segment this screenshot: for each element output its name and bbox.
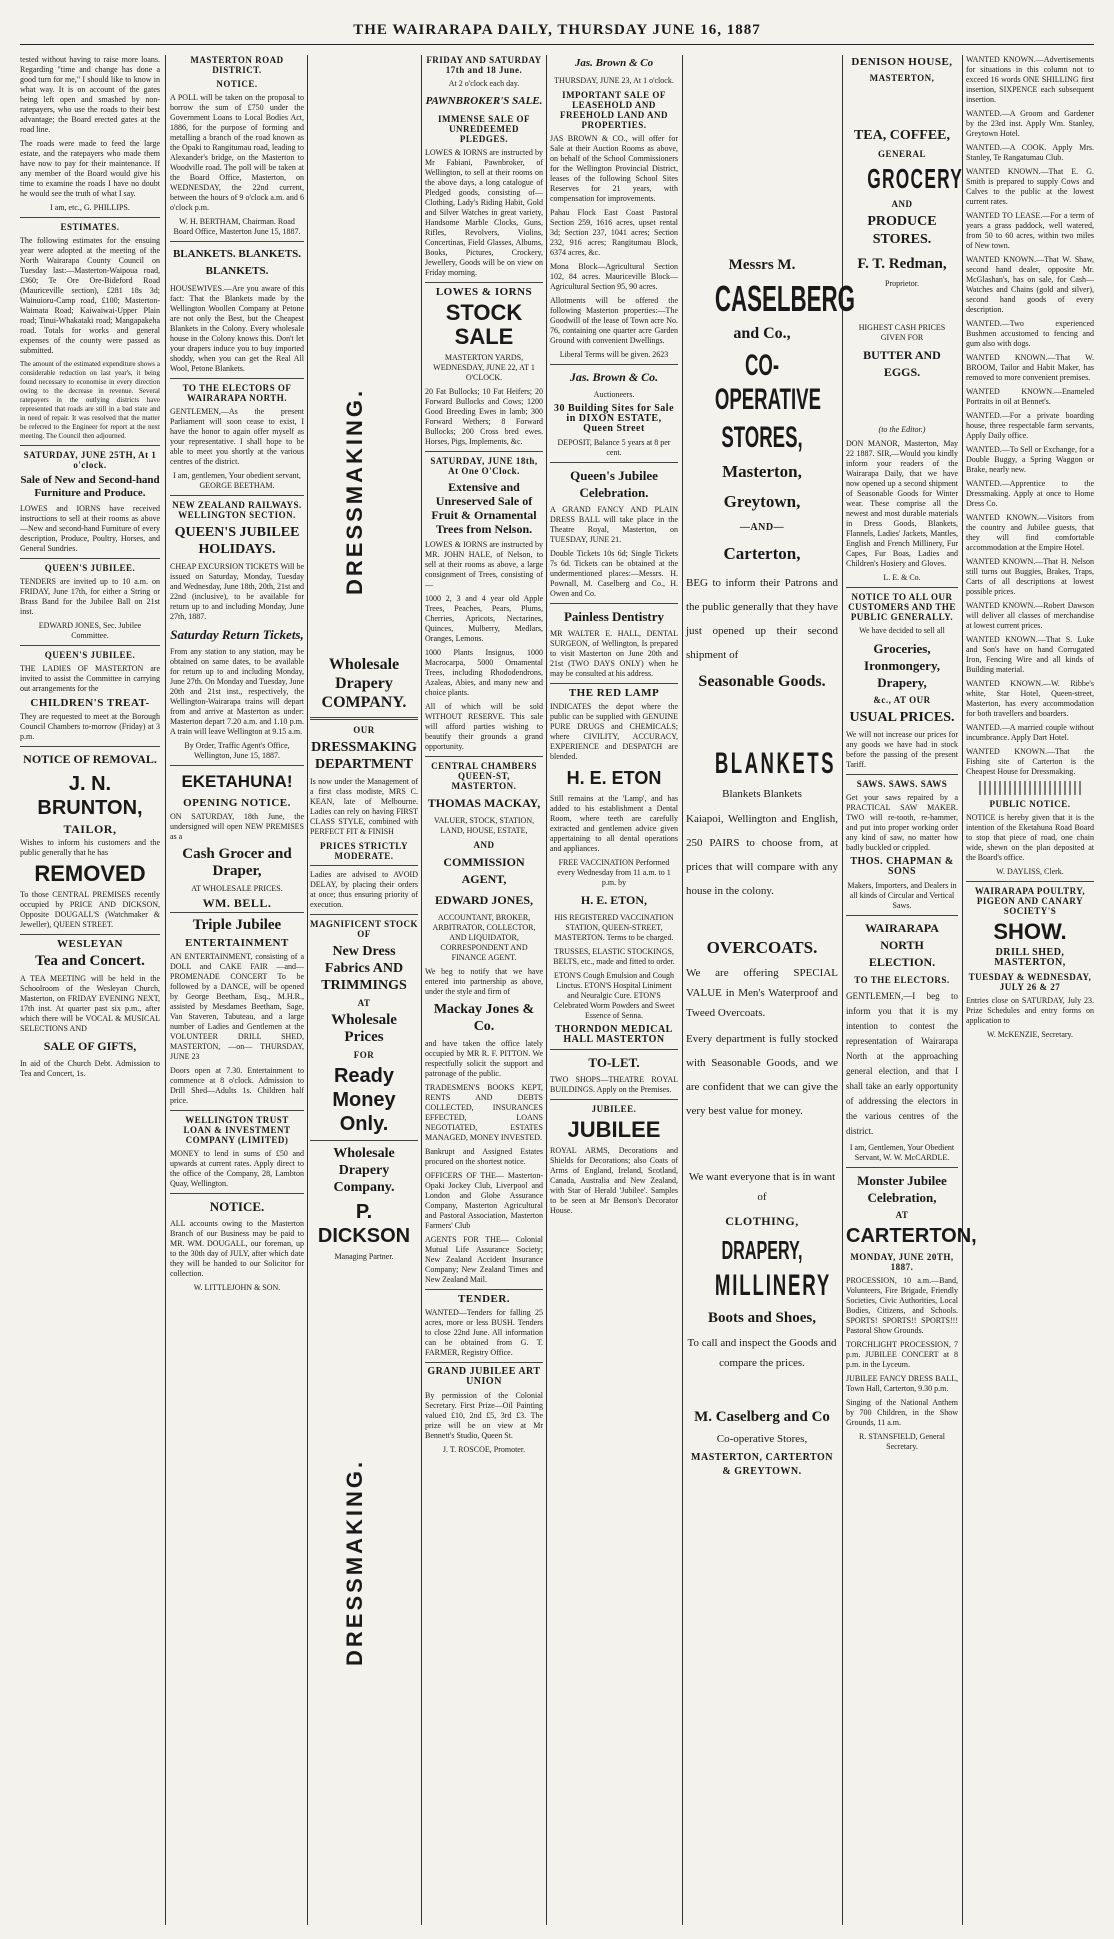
sale-text: LOWES and IORNS have received instructions to sell at their rooms as above—New and second-hand Furniture of every description, Produce, Poultry, Horses, and General Sundries. [20, 504, 160, 553]
ad-text: Allotments will be offered the following Masterton properties:—The Goodwill of the lease of Town acre No. 76, containing one quarter acre Garden Ground with convenient Dwellings. [550, 296, 678, 345]
ad-text: JUBILEE FANCY DRESS BALL, Town Hall, Carterton, 9.30 p.m. [846, 1374, 958, 1393]
ad-text: ON SATURDAY, 18th June, the undersigned will open NEW PREMISES as a [170, 812, 304, 841]
ad-text: DEPOSIT, Balance 5 years at 8 per cent. [557, 438, 671, 457]
ad-title: CO-OPERATIVE [714, 349, 821, 416]
ad-text: A TEA MEETING will be held in the Schoolroom of the Wesleyan Church, Masterton, on FRIDAY EVENING NEXT, 17th inst. At quarter past six p.m., after which there will be VOCAL & MUSICAL SELECTIONS AND [20, 974, 160, 1033]
column-3 [310, 55, 418, 1925]
ad-text: 20 Fat Bullocks; 10 Fat Heifers; 20 Forward Bullocks and Cows; 1200 Good Breeding Ewes in lamb; 300 Forward Wethers; 8 Forward Bullocks; 200 Cross bred ewes. Horses, Pigs, Implements, &c. [425, 387, 543, 446]
ad-title: Extensive and Unreserved Sale of Fruit & Ornamental Trees from Nelson. [431, 480, 537, 536]
classified-item: WANTED.—A Groom and Gardener by the 23rd inst. Apply Wm. Stanley, Greytown Hotel. [966, 109, 1094, 138]
ad-title: PRODUCE STORES. [867, 214, 937, 247]
ad-title: BLANKETS. BLANKETS. BLANKETS. [172, 248, 302, 277]
classified-item: WANTED KNOWN.—That W. BROOM, Tailor and Habit Maker, has removed to more convenient premises. [966, 353, 1094, 382]
ad-text: Doors open at 7.30. Entertainment to commence at 8 o'clock. Admission to Drill Shed—Adults 1s. Children half price. [170, 1066, 304, 1105]
ad-title: Tea and Concert. [35, 953, 145, 969]
ad-title: NOTICE. [209, 1199, 265, 1214]
ad-text: TENDERS are invited up to 10 a.m. on FRIDAY, June 17th, for either a String or Brass Band for the Jubilee Ball on 21st inst. [20, 577, 160, 616]
column-rule [682, 55, 683, 1925]
ad-title: CASELBERG [714, 278, 856, 319]
ad-text: ROYAL ARMS, Decorations and Shields for Decorations; also Coats of Arms of England, Ireland, Scotland, Canada, Australia and New Zealand, with Star of Herald 'Jubilee'. Samples to be seen at Mr Benson's Decorator House. [550, 1146, 678, 1215]
ad-heading: IMMENSE SALE OF UNREDEEMED PLEDGES. [437, 114, 530, 144]
ad-heading: CLOTHING, [725, 1214, 799, 1228]
classified-item: WANTED.—A COOK. Apply Mrs. Stanley, Te Rangatumau Club. [966, 143, 1094, 162]
spacer [686, 55, 838, 255]
ad-text: AT WHOLESALE PRICES. [191, 884, 283, 893]
spacer [686, 1377, 838, 1407]
classified-item: WANTED KNOWN.—Visitors from the country and Jubilee guests, that they will find comfortable accommodation at the Empire Hotel. [966, 513, 1094, 552]
ad-heading: NOTICE OF REMOVAL. [23, 752, 157, 766]
ad-heading: SATURDAY, JUNE 18th, At One O'Clock. [430, 456, 538, 476]
ad-title: JUBILEE [567, 1117, 661, 1142]
ad-title: BUTTER AND EGGS. [863, 348, 941, 379]
ad-text: Ladies are advised to AVOID DELAY, by placing their orders at once; thus ensuring priority of execution. [310, 870, 418, 909]
ad-heading: &c., AT OUR [873, 695, 931, 705]
ad-text: TRUSSES, ELASTIC STOCKINGS, BELTS, etc., made and fitted to order. [553, 947, 675, 966]
ad-title: TO-LET. [588, 1055, 640, 1070]
ad-text: Kaiapoi, Wellington and English, 250 PAIRS to choose from, at prices that will compare with any house in the colony. [686, 813, 838, 897]
ad-title: Wholesale Prices [331, 1012, 397, 1045]
ad-text: VALUER, STOCK, STATION, LAND, HOUSE, ESTATE, [433, 816, 535, 835]
ad-text: ALL accounts owing to the Masterton Branch of our Business may be paid to MR. WM. DOUGALL, our foreman, up to the 30th day of JULY, after which date they will be handed to our Solicitor for collection. [170, 1219, 304, 1278]
ad-heading: GRAND JUBILEE ART UNION [427, 1366, 541, 1387]
ad-signature: I am, gentlemen, Your obedient servant, GEORGE BEETHAM. [173, 471, 301, 490]
spacer [686, 1127, 838, 1167]
ad-heading: MASTERTON, CARTERTON & GREYTOWN. [691, 1452, 833, 1477]
ad-title: Queen's Jubilee Celebration. [570, 468, 658, 500]
ad-title: Carterton, [723, 544, 801, 563]
ad-title: USUAL PRICES. [849, 710, 955, 725]
spacer [846, 293, 958, 323]
ad-heading: MAGNIFICENT STOCK OF [310, 919, 418, 939]
ad-title: H. E. ETON, [580, 893, 648, 907]
ad-heading: CENTRAL CHAMBERS QUEEN-ST, MASTERTON. [431, 761, 537, 791]
vertical-banner [310, 1266, 418, 1686]
ad-signature: By Order, Traffic Agent's Office, Wellington, June 15, 1887. [184, 741, 290, 760]
ad-text: MASTERTON YARDS, WEDNESDAY, JUNE 22, AT 1 O'CLOCK. [433, 353, 535, 382]
ad-text: GENTLEMEN,—As the present Parliament will soon cease to exist, I have the honor to again offer myself as your representative. I shall hope to be able to meet you shortly at the various centres of the district. [170, 407, 304, 466]
classified-item: WANTED.—For a private boarding house, three respectable farm servants, Apply Daily office. [966, 411, 1094, 440]
ad-signature: WM. BELL. [202, 896, 272, 910]
ad-title: Cash Grocer and Draper, [182, 846, 292, 879]
article-body: The amount of the estimated expenditure shows a considerable reduction on last year's, it being found necessary to economise in every direction owing to the decrease in revenue. Several ratepayers in the outlying districts have represented that roads are still in a bad state and in need of repair. It was resolved that the matter be referred to the Engineer for report at the next meeting. The Council then adjourned. [20, 360, 160, 440]
ad-title: MILLINERY [714, 1269, 832, 1302]
ad-text: Pahau Flock East Coast Pastoral Section 259, 1616 acres, upset rental 3d; Section 237, 1041 acres; Section 232, 916 acres; Rangitumau Block, 6374 acres, &c. [550, 208, 678, 257]
classified-item: WANTED KNOWN.—W. Ribbe's white, Star Hotel, Queen-street, Masterton, has every accommodation for both travellers and boarders. [966, 679, 1094, 718]
ad-title: PAWNBROKER'S SALE. [425, 95, 543, 107]
ad-text: 1000 2, 3 and 4 year old Apple Trees, Peaches, Pears, Plums, Cherries, Apricots, Nectarines, Quinces, Mulberry, Medlars, Oranges, Lemons. [425, 594, 543, 643]
ad-text: Co-operative Stores, [716, 1433, 808, 1445]
wanted-list [966, 55, 1094, 777]
column-rule [546, 55, 547, 1925]
ad-heading: NEW ZEALAND RAILWAYS. WELLINGTON SECTION. [172, 500, 302, 520]
ad-text: AGENTS FOR THE— Colonial Mutual Life Assurance Society; New Zealand Accident Insurance Company; New Zealand Times and New Zealand Mail. [425, 1235, 543, 1284]
ad-heading: JUBILEE. [591, 1104, 637, 1114]
ad-signature: J. T. ROSCOE, Promoter. [442, 1445, 526, 1454]
ad-text: We beg to notify that we have entered into partnership as above, under the style and firm of [425, 967, 543, 996]
ad-heading: MASTERTON, [869, 73, 935, 83]
ad-text: They are requested to meet at the Borough Council Chambers to-morrow (Friday) at 3 p.m. [20, 712, 160, 741]
column-6 [686, 55, 856, 1925]
classified-item: WANTED TO LEASE.—For a term of years a grass paddock, well watered, from 50 to 60 acres, within two miles of New town. [966, 211, 1094, 250]
ad-text: PROCESSION, 10 a.m.—Band, Volunteers, Fire Brigade, Friendly Societies, Civic Authorities, Local Bodies, Citizens, and Schools. SPORTS! SPORTS!! SPORTS!!! Pastoral Show Grounds. [846, 1276, 958, 1335]
ad-text: Singing of the National Anthem by 700 Children, in the Show Grounds, 11 a.m. [846, 1398, 958, 1427]
ad-text: MONEY to lend in sums of £50 and upwards at current rates. Apply direct to the office of the Company, 28, Lambton Quay, Wellington. [170, 1149, 304, 1188]
column-4 [425, 55, 543, 1925]
column-rule [421, 55, 422, 1925]
spacer [686, 907, 838, 937]
ad-heading: OPENING NOTICE. [183, 797, 291, 809]
ad-title: QUEEN'S JUBILEE HOLIDAYS. [174, 525, 300, 557]
ad-text: LOWES & IORNS are instructed by Mr Fabiani, Pawnbroker, of Wellington, to sell at their rooms on the above days, a long catalogue of Pledged goods, consisting of—Clothing, Lady's Riding Habit, Gold and Silver Watches in great variety, Handsome Marble Clocks, Guns, Rifles, Revolvers, Violins, Concertinas, Field Glasses, Albums, Books, Pictures, Crockery, Jewellery, Goods will be on view on Friday morning. [425, 148, 543, 277]
ad-title: J. N. BRUNTON, [37, 773, 143, 819]
sale-title: Sale of New and Second-hand Furniture and Produce. [20, 474, 160, 499]
vertical-heading: DRESSMAKING. [342, 1458, 367, 1666]
ad-text: TWO SHOPS—THEATRE ROYAL BUILDINGS. Apply on the Premises. [550, 1075, 678, 1094]
ad-heading: TUESDAY & WEDNESDAY, JULY 26 & 27 [968, 972, 1092, 992]
ad-text: 1000 Plants Insignus, 1000 Macrocarpa, 5000 Ornamental Trees, including Rhododendrons, Azaleas, Abies, and many new and choice plants. [425, 648, 543, 697]
ad-heading: AT [895, 1210, 909, 1220]
vertical-heading: DRESSMAKING. [342, 387, 367, 595]
ad-signature: W. LITTLEJOHN & SON. [193, 1283, 281, 1292]
classified-item: WANTED KNOWN.—Robert Dawson will deliver all classes of merchandise at lowest current prices. [966, 601, 1094, 630]
letter-signoff: L. E. & Co. [883, 573, 921, 582]
ad-title: New Dress Fabrics AND TRIMMINGS [321, 944, 407, 993]
classified-item: WANTED KNOWN.—That S. Luke and Son's have on hand Corrugated Iron, Fencing Wire and all kinds of Building material. [966, 635, 1094, 674]
ad-signature: I am, Gentlemen, Your Obedient Servant, W. W. McCARDLE. [849, 1143, 955, 1162]
ad-heading: TO THE ELECTORS OF WAIRARAPA NORTH. [182, 383, 292, 403]
ad-text: GENTLEMEN,—I beg to inform you that it is my intention to contest the representation of Wairarapa North at the approaching general election, and that I shall take an early opportunity of addressing the electors in the various centres of the district. [846, 991, 958, 1136]
ad-text: Mona Block—Agricultural Section 102, 84 acres. Mauriceville Block—Agricultural Section 95, 90 acres. [550, 262, 678, 291]
ad-heading: TO THE ELECTORS. [854, 975, 950, 985]
ad-title: COMMISSION AGENT, [443, 855, 525, 886]
ad-title: DRAPERY, [721, 1235, 803, 1265]
ad-title: Painless Dentistry [563, 609, 665, 624]
ad-text: Auctioneers. [593, 390, 635, 399]
ad-heading: MONDAY, JUNE 20TH, 1887. [850, 1252, 954, 1272]
ad-text: LOWES & IORNS are instructed by MR. JOHN HALE, of Nelson, to sell at their rooms as above, a large consignment of Trees, consisting of— [425, 540, 543, 589]
ad-text: HIS REGISTERED VACCINATION STATION, QUEEN-STREET, MASTERTON. Terms to be charged. [554, 913, 674, 942]
ad-heading: GENERAL [877, 149, 926, 159]
column-8 [966, 55, 1094, 1925]
ad-heading: NOTICE TO ALL OUR CUSTOMERS AND THE PUBLIC GENERALLY. [848, 592, 956, 622]
ad-title: EDWARD JONES, [434, 893, 533, 907]
ad-heading: IMPORTANT SALE OF LEASEHOLD AND FREEHOLD LAND AND PROPERTIES. [559, 90, 668, 130]
ad-title: DRESSMAKING DEPARTMENT [311, 740, 417, 772]
ad-subtitle: TAILOR, [63, 822, 117, 836]
ad-title: Masterton, [722, 462, 802, 481]
column-rule [962, 55, 963, 1925]
ad-heading: FOR [353, 1050, 375, 1060]
ad-text: Managing Partner. [334, 1252, 394, 1261]
ad-text: To call and inspect the Goods and compare the prices. [687, 1337, 837, 1369]
ad-text: Is now under the Management of a first class modiste, MRS C. KEAN, late of Melbourne. Ladies can rely on having FIRST CLASS STYLE, combined with PERFECT FIT & FINISH [310, 777, 418, 836]
ad-text: All of which will be sold WITHOUT RESERVE. This sale will afford parties wishing to beautify their grounds a grand opportunity. [425, 702, 543, 751]
ad-text: Liberal Terms will be given. 2623 [559, 350, 669, 359]
classified-item: WANTED KNOWN.—That W. Shaw, second hand dealer, opposite Mr. McGlashan's, has on sale, for Cash—Watches and Chains (gold and silver), second hand goods of every description. [966, 255, 1094, 314]
ad-heading: PRICES STRICTLY MODERATE. [320, 841, 408, 861]
ad-title: STORES, [721, 421, 803, 454]
ad-title: P. DICKSON [317, 1201, 411, 1247]
ad-heading: FRIDAY AND SATURDAY 17th and 18 June. [426, 55, 542, 75]
ad-title: Seasonable Goods. [698, 673, 826, 690]
ad-heading: PUBLIC NOTICE. [989, 799, 1071, 809]
ad-title: Greytown, [723, 492, 801, 511]
ad-heading: LOWES & IORNS [435, 286, 533, 298]
ad-heading: AND [473, 840, 495, 850]
ad-title: TEA, COFFEE, [853, 128, 951, 143]
ad-title: Ready Money Only. [332, 1065, 396, 1135]
letter-signoff: I am, etc., G. PHILLIPS. [50, 203, 130, 212]
ad-heading: TENDER. [457, 1293, 511, 1305]
classified-item: WANTED.—A married couple without incumbrance. Apply Dart Hotel. [966, 723, 1094, 742]
ad-text: In aid of the Church Debt. Admission to Tea and Concert, 1s. [20, 1059, 160, 1078]
classified-item: WANTED KNOWN.—Advertisements for situations in this column not to exceed 16 words ONE SHILLING first insertion, SIXPENCE each subsequent insertion. [966, 55, 1094, 104]
column-7 [846, 55, 977, 1925]
ad-signature: W. H. BERTHAM, Chairman. Road Board Office, Masterton June 15, 1887. [173, 217, 301, 236]
ad-text: WANTED—Tenders for falling 25 acres, more or less BUSH. Tenders to close 22nd June. All information can be obtained from G. T. FARMER, Registry Office. [425, 1308, 543, 1357]
ad-text: Double Tickets 10s 6d; Single Tickets 7s 6d. Tickets can be obtained at the undermentioned places:—Messrs. H. Pownall, M. Caselberg and Co., H. Owen and Co. [550, 549, 678, 598]
ad-heading: THE RED LAMP [568, 687, 660, 699]
ad-title: and Co., [733, 325, 791, 342]
article-body: The following estimates for the ensuing year were adopted at the meeting of the North Wairarapa County Council on Tuesday last:—Masterton-Waipoua road, £360; Te Ore Ore-Bideford Road (Mauriceville section), £281 18s 3d; Wainuioru-Camp road, £100; Masterton-Waimata Road; Kaiwaiwai-Upper Plain road; Tinui-Whakataki road; Mangapakeha road. Totals for works and general expenses of the county were passed as submitted. [20, 236, 160, 355]
ad-title: EKETAHUNA! [181, 772, 293, 791]
ad-text: To those CENTRAL PREMISES recently occupied by PRICE AND DICKSON, Opposite DOUGALL'S (Watchmaker & Jeweller), QUEEN STREET. [20, 890, 160, 929]
ad-text: CHEAP EXCURSION TICKETS Will be issued on Saturday, Monday, Tuesday and Wednesday, June 18th, 20th, 21st and 22nd (inclusive), to be available for return up to and including Monday, June 27th, 1887. [170, 562, 304, 621]
ad-title: GROCERY [867, 163, 964, 194]
ad-heading: —AND— [739, 522, 785, 533]
ad-title: Monster Jubilee Celebration, [857, 1173, 947, 1205]
ad-text: INDICATES the depot where the public can be supplied with GENUINE PURE DRUGS and CHEMICALS; where CIVILITY, ACCURACY, EXPERIENCE and DESPATCH are blended. [550, 702, 678, 761]
ornament [979, 781, 1081, 795]
ad-text: Proprietor. [885, 279, 919, 288]
column-rule [307, 55, 308, 1925]
ad-text: and have taken the office lately occupied by MR R. F. PITTON. We respectfully solicit the support and patronage of the public. [425, 1039, 543, 1078]
ad-title: Boots and Shoes, [708, 1310, 816, 1326]
section-heading: ESTIMATES. [60, 222, 120, 232]
ad-heading: NOTICE. [216, 79, 258, 89]
ad-text: Entries close on SATURDAY, July 23. Prize Schedules and entry forms on application to [966, 996, 1094, 1025]
ad-title: SHOW. [993, 919, 1067, 944]
ad-heading: MASTERTON ROAD DISTRICT. [190, 55, 284, 75]
ad-heading: QUEEN'S JUBILEE. [44, 563, 136, 573]
column-5 [550, 55, 678, 1925]
ad-text: We want everyone that is in want of [688, 1171, 836, 1203]
classified-item: WANTED KNOWN.—That H. Nelson still turns out Buggies, Brakes, Traps, Carts of all descriptions at lowest possible prices. [966, 557, 1094, 596]
ad-text: Get your saws repaired by a PRACTICAL SAW MAKER. TWO will re-tooth, re-hammer, and put into proper working order any kind of saw, no matter how badly buckled or crippled. [846, 793, 958, 852]
ad-text: AN ENTERTAINMENT, consisting of a DOLL and CAKE FAIR —and— PROMENADE CONCERT To be followed by a DANCE, will be opened by George Beetham, Esq., M.H.R., assisted by Mesdames Beetham, Sage, Van Staveren, Tabuteau, and a large number of Ladies and Gentlemen at the VOLUNTEER DRILL SHED, MASTERTON, —on— THURSDAY, JUNE 23 [170, 952, 304, 1061]
ad-heading: QUEEN'S JUBILEE. [44, 650, 136, 660]
letter-body: The roads were made to feed the large estate, and the ratepayers who made them have now to pay for their maintenance. If any member of the Board would give his time to examine the roads I have no doubt he would see the truth of what I say. [20, 139, 160, 198]
letter-body: DON MANOR, Masterton, May 22 1887. SIR,—Would you kindly inform your readers of the Wairarapa Daily, that we have now opened up a second shipment of Seasonable Goods for Winter wear. These comprise all the newest and most durable materials in Dress Goods, Blankets, Flannels, Ladies' Jackets, Mantles, English and French Millinery, Fur Capes, Fur Boas, Ladies and Children's Hosiery and Gloves. [846, 439, 958, 568]
ad-title: Wholesale Drapery Company. [333, 1146, 395, 1195]
ad-text: MR WALTER E. HALL, DENTAL SURGEON, of Wellington, Is prepared to visit Masterton on June 20th and 21st (TWO DAYS ONLY) when he may be consulted at his address. [550, 629, 678, 678]
ad-title: Mackay Jones & Co. [433, 1002, 535, 1034]
ad-text: A POLL will be taken on the proposal to borrow the sum of £750 under the Government Loans to Local Bodies Act, 1886, for the purpose of forming and metalling a branch of the road known as the Opaki to Rangitumau road, leading to Alexander's bridge, on the Masterton to Woodville road. The poll will be taken at the Board Office, Masterton, on WEDNESDAY, the 22nd current, between the hours of 9 o'clock a.m. and 6 o'clock p.m. [170, 93, 304, 212]
ad-heading: 30 Building Sites for Sale in DIXON ESTATE, Queen Street [553, 403, 675, 434]
ad-text: Every department is fully stocked with Seasonable Goods, and we are confident that we can give the very best value for money. [686, 1033, 838, 1117]
ad-title: CARTERTON, [846, 1225, 977, 1247]
ad-text: BEG to inform their Patrons and the public generally that they have just opened up their second shipment of [686, 577, 838, 661]
ad-text: JAS BROWN & CO., will offer for Sale at their Auction Rooms as above, on behalf of the School Commissioners for the Wellington Provincial District, leases of the following School Sites Reserves for 21 years, with compensation for improvements. [550, 134, 678, 203]
ad-heading: OUR [353, 725, 375, 735]
masthead-rule [20, 44, 1094, 45]
ad-text: Blankets Blankets [722, 788, 802, 800]
ad-text: HOUSEWIVES.—Are you aware of this fact: That the Blankets made by the Wellington Woollen Company at Petone are not only the Best, but the Cheapest Blankets in the Colony. Every wholesale house in the Colony knows this. Don't let your drapers induce you to buy imported shoddy, when you can get the Real All Wool, Petone Blankets. [170, 284, 304, 373]
ad-text: At 2 o'clock each day. [448, 79, 520, 88]
ad-title: F. T. Redman, [857, 256, 947, 272]
ad-heading: AND [891, 199, 913, 209]
ad-signature: W. McKENZIE, Secretary. [986, 1030, 1074, 1039]
ad-text: TORCHLIGHT PROCESSION, 7 p.m. JUBILEE CONCERT at 8 p.m. in the Lyceum. [846, 1340, 958, 1369]
ad-title: Wholesale Drapery COMPANY. [321, 656, 407, 711]
ad-text: We have decided to sell all [859, 626, 945, 635]
ad-text: TRADESMEN'S BOOKS KEPT, RENTS AND DEBTS COLLECTED, INSURANCES EFFECTED, LOANS NEGOTIATED, ESTATES MANAGED, MONEY INVESTED. [425, 1083, 543, 1142]
vertical-banner [310, 55, 418, 655]
ad-title: M. Caselberg and Co [694, 1409, 830, 1425]
sale-date: SATURDAY, JUNE 25TH, At 1 o'clock. [23, 450, 157, 470]
ad-heading: WELLINGTON TRUST LOAN & INVESTMENT COMPANY (LIMITED) [183, 1115, 291, 1145]
ad-title: THOMAS MACKAY, [427, 796, 541, 810]
ad-heading: ENTERTAINMENT [185, 937, 289, 949]
ad-heading: SAWS. SAWS. SAWS [856, 779, 948, 789]
classified-item: WANTED.—Two experienced Bushmen accustomed to fencing and gum also with dogs. [966, 319, 1094, 348]
ad-text: THURSDAY, JUNE 23, At 1 o'clock. [554, 76, 674, 85]
spacer [846, 87, 958, 127]
spacer [846, 385, 958, 425]
ad-title: WAIRARAPA NORTH ELECTION. [865, 921, 939, 969]
ad-title: BLANKETS [714, 747, 836, 780]
column-rule [165, 55, 166, 1925]
ad-heading: DENISON HOUSE, [851, 56, 953, 68]
ad-text: Still remains at the 'Lamp', and has added to his establishment a Dental Room, where teeth are carefully extracted and gentlemen advice given appertaining to all dental operations and appliances. [550, 794, 678, 853]
letter-body: tested without having to raise more loans. Regarding "time and change has done a good turn for me," I should like to know in what way. It is on account of the gates being left open and smashed by non-ratepayers, who use the roads to their best advantage; the Board erected gates at the road line. [20, 55, 160, 134]
ad-title: Jas. Brown & Co. [569, 370, 659, 384]
ad-heading: DRILL SHED, MASTERTON, [994, 947, 1066, 968]
ad-text: ETON'S Cough Emulsion and Cough Linctus. ETON'S Hospital Liniment and Neuralgic Cure. ETON'S Celebrated Worm Powders and Sweet Essence of Senna. [553, 971, 675, 1020]
ad-title: Saturday Return Tickets, [170, 627, 304, 642]
ad-heading: WAIRARAPA POULTRY, PIGEON AND CANARY SOCIETY'S [974, 886, 1086, 916]
classified-item: WANTED.—Apprentice to the Dressmaking. Apply at once to Home Dress Co. [966, 479, 1094, 508]
ad-text: A GRAND FANCY AND PLAIN DRESS BALL will take place in the Theatre Royal, Masterton, on TUESDAY, JUNE 21. [550, 505, 678, 544]
ad-title: SALE OF GIFTS, [43, 1039, 137, 1053]
classified-item: WANTED.—To Sell or Exchange, for a Double Buggy, a Spring Waggon or Brake, nearly new. [966, 445, 1094, 474]
ad-title: Triple Jubilee [192, 917, 282, 933]
column-2 [170, 55, 304, 1925]
ad-text: From any station to any station, may be obtained on same dates, to be available for return up to and including Monday, June 27th. On Monday and Tuesday, June 20th and 21st inst., respectively, the Wellington-Wairarapa trains will depart from and arrive at Masterton as under: Masterton depart 7.20 a.m. and 1.10 p.m. A train will leave Wellington at 9.15 a.m. [170, 647, 304, 736]
ad-text: FREE VACCINATION Performed every Wednesday from 11 a.m. to 1 p.m. by [557, 858, 671, 887]
classified-item: WANTED KNOWN.—That the Fishing site of Carterton is the Cheapest House for Dressmaking. [966, 747, 1094, 776]
ad-title: REMOVED [34, 861, 146, 886]
column-rule [842, 55, 843, 1925]
ad-heading: THOS. CHAPMAN & SONS [850, 856, 954, 877]
ad-text: ACCOUNTANT, BROKER, ARBITRATOR, COLLECTOR, AND LIQUIDATOR, CORRESPONDENT AND FINANCE AGENT. [432, 913, 536, 962]
ad-text: Bankrupt and Assigned Estates procured on the shortest notice. [425, 1147, 543, 1166]
ad-heading: CHILDREN'S TREAT- [30, 697, 150, 709]
ad-heading: THORNDON MEDICAL HALL MASTERTON [555, 1024, 673, 1045]
ad-heading: AT [357, 998, 371, 1008]
ad-signature: R. STANSFIELD, General Secretary. [858, 1432, 945, 1451]
ad-text: We will not increase our prices for any goods we have had in stock before the passing of the present Tariff. [846, 730, 958, 769]
ad-signature: W. DAYLISS, Clerk. [996, 867, 1064, 876]
ad-text: HIGHEST CASH PRICES GIVEN FOR [858, 323, 946, 342]
ad-title: Groceries, Ironmongery, Drapery, [864, 641, 940, 690]
ad-text: NOTICE is hereby given that it is the intention of the Eketahuna Road Board to stop that piece of road, one chain wide, shewn on the plan deposited at the Board's office. [966, 813, 1094, 862]
classified-item: WANTED KNOWN.—Enameled Portraits in oil at Bennet's. [966, 387, 1094, 406]
classified-item: WANTED KNOWN.—That E. G. Smith is prepared to supply Cows and Calves to the public at the lowest current rates. [966, 167, 1094, 206]
ad-signature: EDWARD JONES, Sec. Jubilee Committee. [38, 621, 142, 640]
ad-title: OVERCOATS. [706, 938, 818, 957]
ad-text: Wishes to inform his customers and the public generally that he has [20, 838, 160, 857]
ad-text: We are offering SPECIAL VALUE in Men's Waterproof and Tweed Overcoats. [686, 967, 838, 1019]
ad-title: Jas. Brown & Co [574, 57, 654, 69]
spacer [686, 697, 838, 747]
ad-title: H. E. ETON [566, 768, 662, 788]
ad-text: Makers, Importers, and Dealers in all kinds of Circular and Vertical Saws. [847, 881, 957, 910]
ad-text: By permission of the Colonial Secretary. First Prize—Oil Painting valued £10, 2nd £5, 3rd £3. The prize will be on view at Mr Bennett's Studio, Queen St. [425, 1391, 543, 1440]
letter-heading: (to the Editor.) [878, 425, 926, 434]
masthead: THE WAIRARAPA DAILY, THURSDAY JUNE 16, 1887 [353, 22, 761, 38]
ad-text: THE LADIES OF MASTERTON are invited to assist the Committee in carrying out arrangements for the [20, 664, 160, 693]
column-1 [20, 55, 160, 1925]
ad-title: Messrs M. [728, 257, 796, 273]
ad-title: STOCK SALE [445, 300, 523, 349]
ad-heading: WESLEYAN [57, 938, 123, 950]
ad-text: OFFICERS OF THE— Masterton-Opaki Jockey Club, Liverpool and London and Globe Assurance Company, Masterton Agricultural and Pastoral Association, Masterton Farmers' Club [425, 1171, 543, 1230]
